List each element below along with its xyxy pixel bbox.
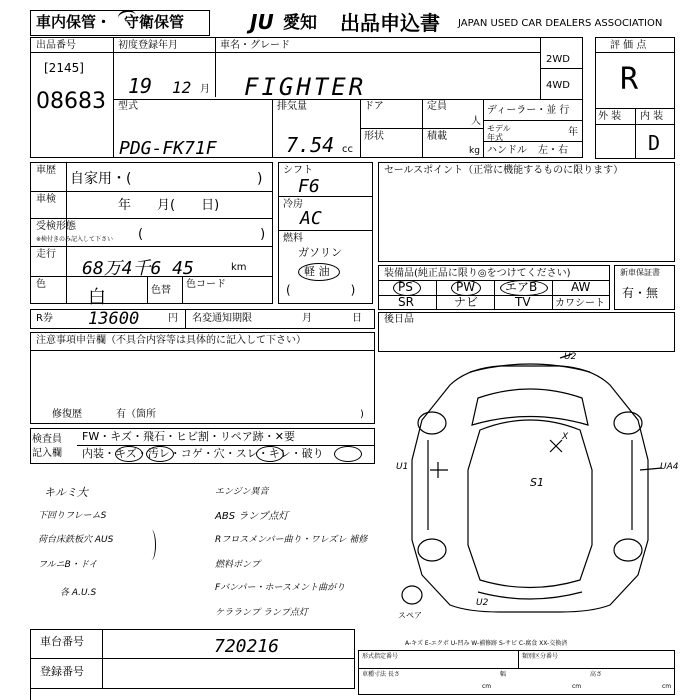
- interior-value: D: [648, 131, 661, 155]
- interior-label: 内 装: [640, 111, 664, 122]
- fuel-label: 燃料: [283, 233, 303, 244]
- type-value: PDG-FK71F: [119, 138, 217, 159]
- color-code-label: 色コード: [186, 279, 226, 290]
- form-spec-label: 形式指定番号: [362, 653, 399, 660]
- memo-8: Rフロスメンバー曲り・ワレズレ 補修: [215, 535, 368, 545]
- history-label: 車歴: [36, 165, 56, 176]
- load-unit: kg: [469, 146, 480, 156]
- registration-month-unit: 月: [200, 84, 210, 95]
- dimensions-label: 車種寸法 長さ: [362, 671, 400, 678]
- width-label: 幅: [500, 671, 507, 678]
- capacity-label: 定員: [427, 101, 447, 112]
- first-registration-label: 初度登録年月: [118, 40, 178, 51]
- spare-label: スペア: [398, 611, 422, 620]
- repair-close-paren: ): [360, 409, 364, 420]
- brand-logo: JU: [250, 10, 274, 34]
- registration-number-cells: [30, 689, 356, 700]
- diagram-mark-bottom: U2: [476, 598, 489, 608]
- equip-navi: ナビ: [454, 295, 479, 309]
- equip-pw: PW: [456, 280, 476, 294]
- later-items-label: 後日品: [384, 314, 414, 325]
- memo-9: 燃料ポンプ: [215, 560, 261, 570]
- lot-number-label: 出品番号: [36, 40, 76, 51]
- model-grade-value: FIGHTER: [244, 73, 367, 101]
- sales-point-label: セールスポイント（正常に機能するものに限ります）: [384, 165, 624, 176]
- memo-1: キルミ大: [44, 486, 88, 499]
- registration-number-label: 登録番号: [40, 665, 84, 678]
- memo-10: Fバンパー・ホースメント曲がり: [215, 583, 346, 593]
- height-unit: cm: [662, 683, 672, 690]
- memo-5: 各 A.U.S: [60, 588, 97, 598]
- chassis-label: 車台番号: [40, 635, 84, 648]
- score-label: 評 価 点: [610, 40, 647, 51]
- diagram-mark-x: X: [562, 432, 569, 442]
- repair-value: 有（箇所: [116, 409, 156, 420]
- lot-number: 08683: [36, 89, 106, 114]
- memo-11: ケラランプ ランプ点灯: [215, 608, 308, 618]
- memo-4: フルニB・ドイ: [38, 560, 98, 570]
- equip-sr: SR: [398, 295, 414, 309]
- load-label: 積載: [427, 131, 447, 142]
- equip-aw: AW: [571, 280, 591, 294]
- memo-3: 荷台床鉄板穴 AUS: [38, 535, 114, 545]
- received-note: ※検付きのみ記入して下さい: [36, 236, 114, 243]
- score-value: R: [620, 62, 639, 97]
- ac-label: 冷房: [283, 199, 303, 210]
- registration-month: 12: [172, 78, 192, 97]
- memo-6: エンジン異音: [215, 487, 269, 497]
- chassis-value: 720216: [214, 636, 280, 657]
- diagram-mark-left: U1: [396, 462, 409, 472]
- damage-legend: A-キズ E-エクボ U-凹み W-補修跡 S-サビ C-腐食 XX-交換済: [405, 640, 568, 647]
- mileage-label: 走行: [36, 249, 56, 260]
- received-label: 受検形態: [36, 221, 76, 232]
- warranty-label: 新車保証書: [620, 268, 660, 277]
- warranty-value: 有・無: [622, 286, 659, 300]
- shift-label: シフト: [283, 165, 313, 176]
- fuel-parens: ( ): [286, 283, 356, 297]
- length-unit: cm: [482, 683, 492, 690]
- inspection-value: 年 月( 日): [118, 198, 220, 213]
- inspection-label: 車検: [36, 194, 56, 205]
- displacement-value: 7.54: [286, 133, 335, 157]
- diagram-mark-top: U2: [564, 352, 577, 362]
- spec-frame: [358, 650, 675, 695]
- shape-label: 形状: [364, 131, 384, 142]
- handle-label: ハンドル: [487, 145, 527, 156]
- door-label: ドア: [364, 101, 384, 112]
- brand-name: 愛知: [283, 13, 317, 33]
- model-grade-label: 車名・グレード: [220, 40, 290, 51]
- equip-ps: PS: [398, 280, 413, 294]
- equipment-label: 装備品(純正品に限り◎をつけてください): [384, 268, 571, 279]
- type-label: 型式: [118, 101, 138, 112]
- displacement-label: 排気量: [277, 101, 307, 112]
- capacity-unit: 人: [471, 116, 481, 127]
- height-label: 高さ: [590, 671, 603, 678]
- model-year-unit: 年: [568, 127, 578, 138]
- mileage-unit: km: [231, 262, 247, 273]
- history-value: 自家用・(: [70, 171, 132, 187]
- equip-airbag: エアB: [505, 280, 538, 294]
- deadline-day: 日: [352, 313, 362, 324]
- memo-7: ABS ランプ点灯: [215, 511, 289, 522]
- inspector-interior-row: 内装・キズ・汚レ・コゲ・穴・スレ・キレ・破り: [82, 447, 324, 460]
- fuel-options: ガソリン: [298, 246, 342, 259]
- category-label: 類別区分番号: [522, 653, 559, 660]
- recycle-value: 13600: [88, 309, 140, 329]
- history-close-paren: ): [257, 171, 263, 187]
- shift-value: F6: [298, 176, 320, 197]
- form-title: 出品申込書: [340, 11, 440, 35]
- ac-value: AC: [300, 208, 322, 229]
- displacement-unit: cc: [342, 144, 353, 155]
- diagram-mark-center: S1: [530, 476, 544, 489]
- deadline-label: 名変通知期限: [192, 313, 252, 324]
- received-parens: ( ): [138, 227, 266, 242]
- width-unit: cm: [572, 683, 582, 690]
- association-name: JAPAN USED CAR DEALERS ASSOCIATION: [458, 18, 663, 29]
- storage-checked: 守衛保管: [124, 13, 185, 31]
- dealer-label: ディーラー・並 行: [487, 105, 570, 116]
- diagram-mark-right: UA4: [660, 462, 679, 472]
- inspector-label: 検査員 記入欄: [32, 434, 62, 459]
- memo-2: 下回りフレームS: [38, 511, 107, 521]
- lot-sub-number: [2145]: [44, 61, 84, 75]
- exterior-label: 外 装: [598, 111, 622, 122]
- inspector-exterior-row: FW・キズ・飛石・ヒビ割・リペア跡・✕要: [82, 430, 295, 443]
- color-swap-label: 色替: [151, 285, 171, 296]
- drive-4wd: 4WD: [546, 80, 570, 91]
- model-year-label: モデル 年式: [487, 124, 511, 142]
- handle-value: 左・右: [538, 145, 568, 156]
- deadline-month: 月: [302, 313, 312, 324]
- recycle-label: R券: [36, 313, 53, 324]
- registration-year: 19: [128, 74, 153, 98]
- fuel-selected: 軽 油: [304, 265, 330, 278]
- notes-label: 注意事項申告欄（不具合内容等は具体的に記入して下さい）: [36, 335, 306, 346]
- repair-label: 修復歴: [52, 409, 82, 420]
- drive-2wd: 2WD: [546, 54, 570, 65]
- mileage-value: 68万4千6 45: [82, 258, 194, 279]
- color-label: 色: [36, 279, 46, 290]
- recycle-unit: 円: [168, 313, 178, 324]
- equip-tv: TV: [515, 295, 531, 309]
- storage-label: 車内保管・: [36, 13, 112, 31]
- equip-seat: カワシート: [555, 298, 605, 309]
- color-value: 白: [88, 287, 106, 308]
